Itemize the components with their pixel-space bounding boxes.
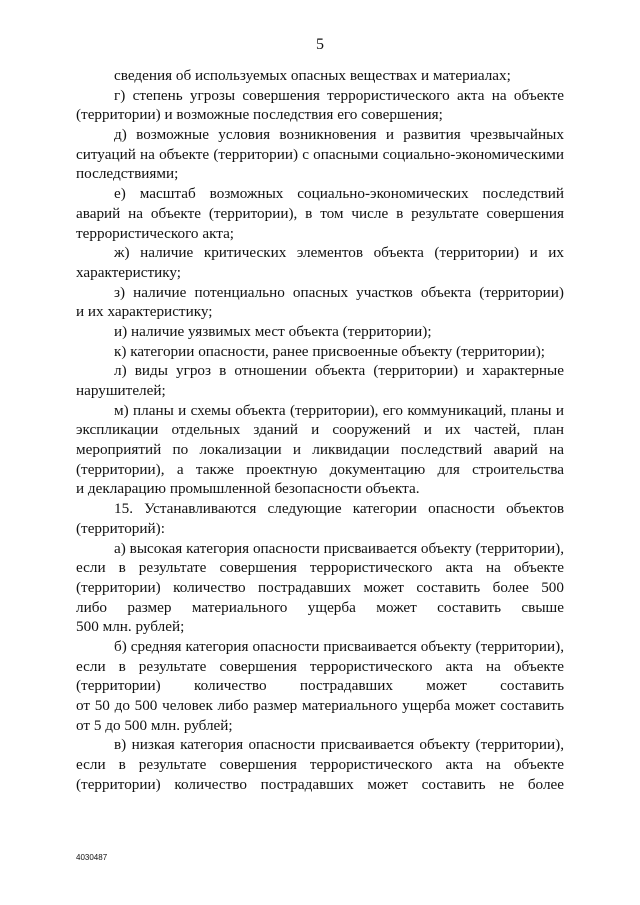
- text-line: е) масштаб возможных социально-экономических последствий: [114, 185, 564, 203]
- text-line: ж) наличие критических элементов объекта (территории) и их: [114, 244, 564, 262]
- text-line: ситуаций на объекте (территории) с опасными социально-экономическими: [76, 145, 564, 163]
- text-line: и декларацию промышленной безопасности объекта.: [76, 480, 420, 498]
- text-line: (территории) количество пострадавших может составить: [76, 677, 564, 695]
- text-line: д) возможные условия возникновения и развития чрезвычайных: [114, 126, 564, 144]
- text-line: нарушителей;: [76, 382, 166, 399]
- text-line: (территории) и возможные последствия его совершения;: [76, 106, 443, 124]
- body-text: [76, 66, 564, 794]
- text-line: от 50 до 500 человек либо размер материального ущерба может составить: [76, 697, 564, 714]
- text-line: г) степень угрозы совершения террористического акта на объекте: [114, 86, 564, 104]
- text-line: аварий на объекте (территории), в том числе в результате совершения: [76, 204, 564, 222]
- text-line: если в результате совершения террористического акта на объекте: [76, 559, 564, 577]
- page-number: 5: [316, 36, 324, 53]
- text-line: (территории) количество пострадавших может составить не более: [76, 775, 564, 793]
- text-line: либо размер материального ущерба может составить свыше: [76, 598, 564, 616]
- text-line: от 5 до 500 млн. рублей;: [76, 716, 233, 734]
- text-line: 15. Устанавливаются следующие категории опасности объектов: [114, 500, 564, 518]
- text-line: если в результате совершения террористического акта на объекте: [76, 657, 564, 675]
- text-line: (территории) количество пострадавших может составить более 500: [76, 578, 564, 596]
- text-line: к) категории опасности, ранее присвоенные объекту (территории);: [114, 342, 545, 360]
- document-id: 4030487: [76, 853, 108, 862]
- text-line: сведения об используемых опасных веществах и материалах;: [114, 67, 511, 84]
- text-line: а) высокая категория опасности присваивается объекту (территории),: [114, 539, 564, 557]
- text-line: и их характеристику;: [76, 303, 213, 321]
- text-line: террористического акта;: [76, 224, 235, 242]
- text-line: б) средняя категория опасности присваивается объекту (территории),: [114, 637, 564, 655]
- text-line: последствиями;: [76, 165, 179, 183]
- text-line: 500 млн. рублей;: [76, 618, 185, 636]
- text-line: если в результате совершения террористического акта на объекте: [76, 756, 564, 774]
- text-line: з) наличие потенциально опасных участков объекта (территории): [114, 283, 564, 301]
- text-line: м) планы и схемы объекта (территории), его коммуникаций, планы и: [114, 401, 564, 419]
- text-line: (территории), а также проектную документацию для строительства: [76, 460, 564, 478]
- text-line: мероприятий по локализации и ликвидации последствий аварий на: [76, 441, 564, 459]
- text-line: экспликации отдельных зданий и сооружений и их частей, план: [76, 421, 564, 439]
- text-line: и) наличие уязвимых мест объекта (территории);: [114, 322, 432, 340]
- text-line: л) виды угроз в отношении объекта (территории) и характерные: [114, 362, 564, 380]
- text-line: в) низкая категория опасности присваивается объекту (территории),: [114, 736, 564, 754]
- text-line: характеристику;: [76, 263, 182, 281]
- text-line: (территорий):: [76, 519, 165, 537]
